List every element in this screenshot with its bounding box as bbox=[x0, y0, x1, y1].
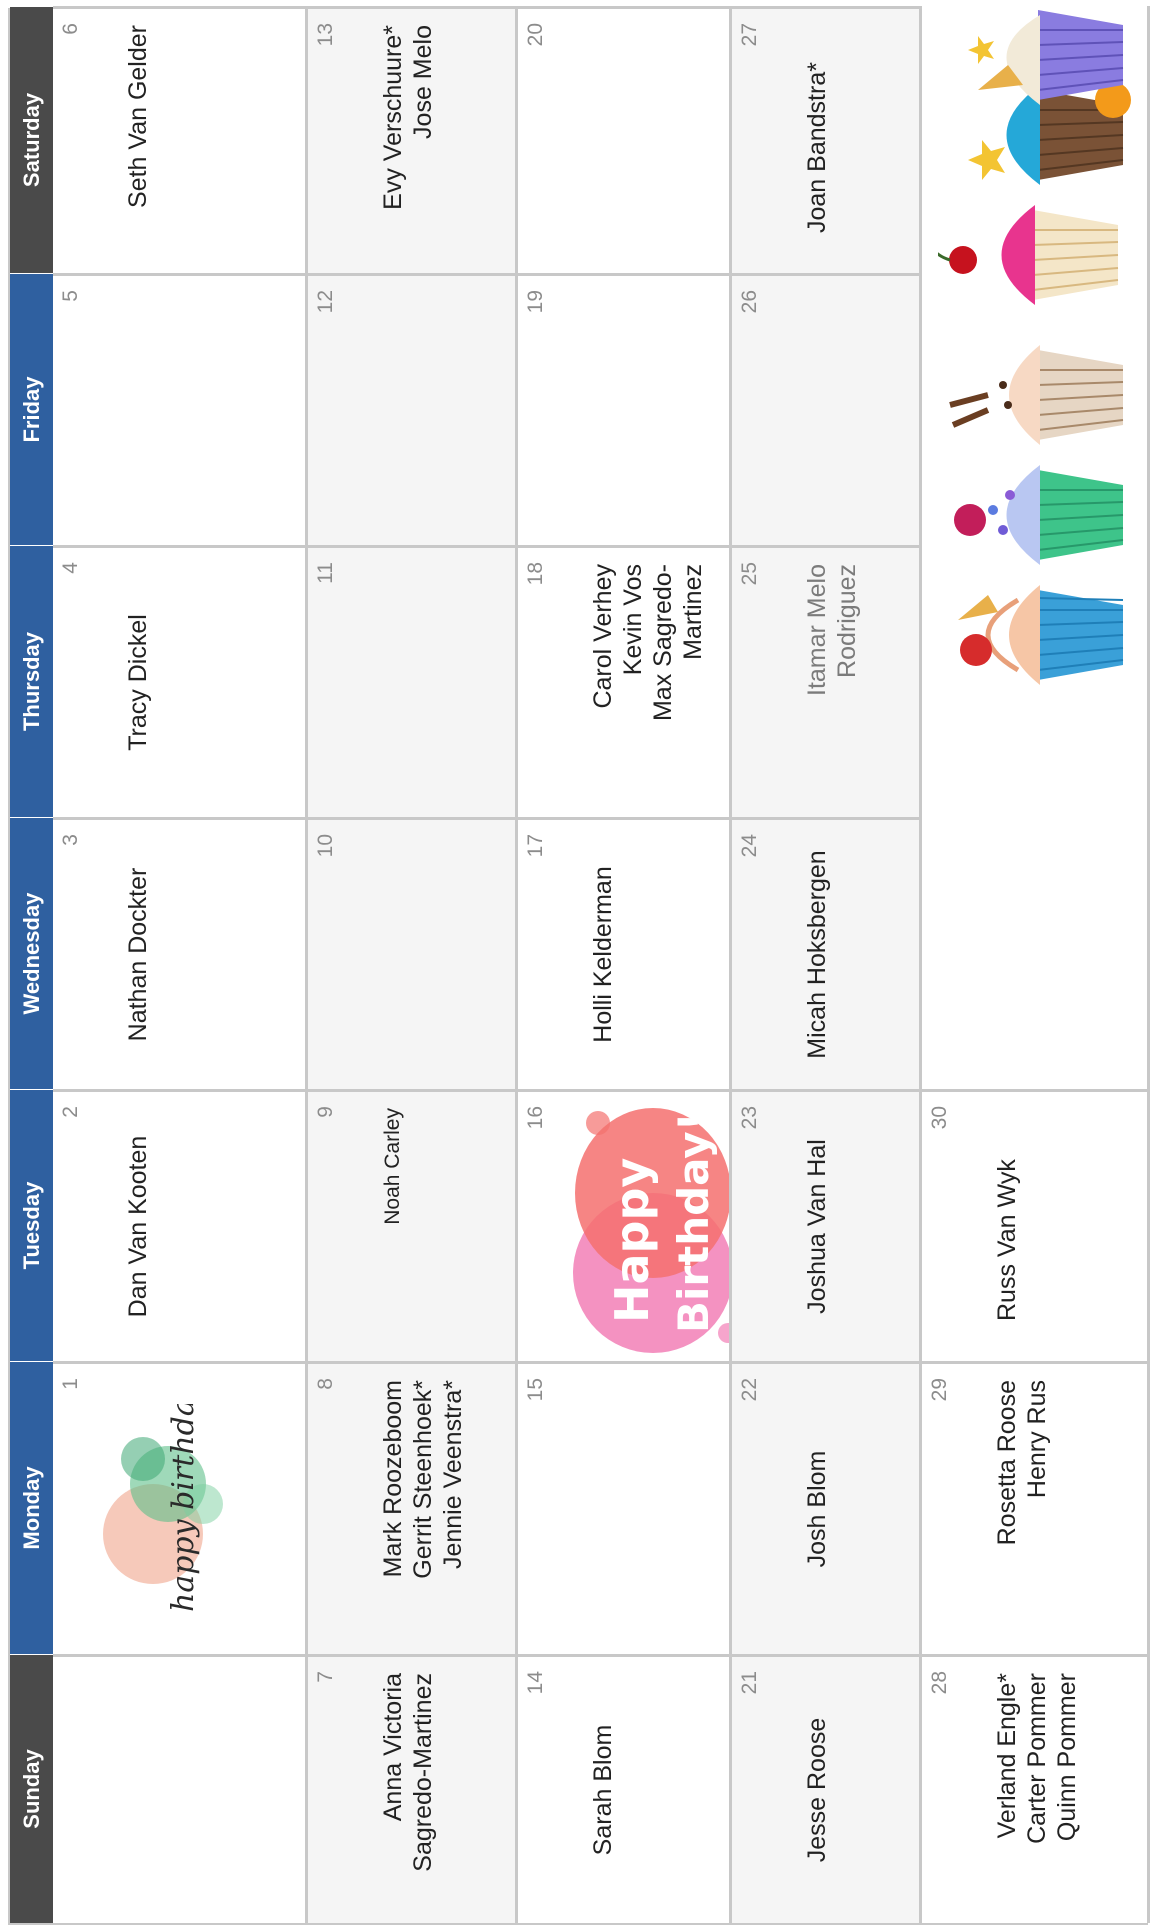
birthday-names bbox=[308, 548, 515, 817]
birthday-name: Verland Engle* bbox=[993, 1673, 1021, 1839]
day-number: 2 bbox=[59, 1106, 82, 1118]
birthday-name: Jennie Veenstra* bbox=[439, 1380, 467, 1570]
birthday-name: Dan Van Kooten bbox=[124, 1135, 152, 1318]
birthday-names bbox=[732, 1092, 919, 1361]
birthday-names bbox=[53, 548, 305, 817]
birthday-name: Anna Victoria bbox=[379, 1673, 407, 1822]
birthday-name: Gerrit Steenhoek* bbox=[409, 1380, 437, 1579]
day-number: 21 bbox=[738, 1671, 761, 1695]
day-number: 1 bbox=[59, 1378, 82, 1390]
day-cell bbox=[518, 1654, 732, 1923]
cupcakes-illustration bbox=[938, 10, 1138, 730]
happy-birthday-block-line-2: Birthday! bbox=[669, 1112, 718, 1333]
birthday-names bbox=[518, 1657, 729, 1923]
birthday-names bbox=[518, 548, 729, 817]
birthday-names bbox=[53, 9, 305, 273]
birthday-names bbox=[922, 1092, 1147, 1361]
day-number: 25 bbox=[738, 562, 761, 586]
birthday-name: Holli Kelderman bbox=[589, 866, 617, 1043]
birthday-name: Carter Pommer bbox=[1023, 1673, 1051, 1844]
birthday-name: Russ Van Wyk bbox=[993, 1159, 1021, 1321]
birthday-names bbox=[922, 1657, 1147, 1923]
day-cell bbox=[732, 817, 922, 1089]
day-number: 22 bbox=[738, 1378, 761, 1402]
day-cell bbox=[732, 545, 922, 817]
day-cell bbox=[308, 817, 518, 1089]
birthday-name: Carol Verhey bbox=[589, 564, 617, 709]
day-cell bbox=[732, 273, 922, 545]
birthday-names bbox=[732, 1364, 919, 1654]
day-number: 16 bbox=[524, 1106, 547, 1130]
cupcake-cherry-icon bbox=[938, 205, 1118, 305]
day-number: 30 bbox=[928, 1106, 951, 1130]
happy-birthday-watercolor-icon bbox=[73, 1404, 263, 1624]
day-cell bbox=[732, 1654, 922, 1923]
day-cell bbox=[518, 1361, 732, 1654]
birthday-names bbox=[53, 1092, 305, 1361]
day-cell bbox=[308, 1361, 518, 1654]
day-number: 9 bbox=[314, 1106, 337, 1118]
day-cell bbox=[53, 1654, 308, 1923]
birthday-names bbox=[308, 820, 515, 1089]
day-cell bbox=[53, 1361, 308, 1654]
day-cell bbox=[308, 6, 518, 273]
day-cell bbox=[53, 817, 308, 1089]
birthday-names bbox=[732, 548, 919, 817]
birthday-names bbox=[518, 1364, 729, 1654]
header-saturday: Saturday bbox=[10, 6, 53, 273]
day-cell bbox=[53, 545, 308, 817]
day-cell bbox=[308, 545, 518, 817]
day-number: 20 bbox=[524, 23, 547, 47]
birthday-names bbox=[308, 276, 515, 545]
birthday-name: Jesse Roose bbox=[803, 1717, 831, 1863]
day-number: 19 bbox=[524, 290, 547, 314]
birthday-name: Martinez bbox=[679, 564, 707, 660]
birthday-name: Sarah Blom bbox=[589, 1724, 617, 1856]
day-number: 4 bbox=[59, 562, 82, 574]
birthday-name: Sagredo-Martinez bbox=[409, 1673, 437, 1872]
day-cell bbox=[308, 1654, 518, 1923]
day-cell bbox=[922, 817, 1150, 1089]
birthday-name: Noah Carley bbox=[381, 1108, 404, 1225]
day-number: 5 bbox=[59, 290, 82, 302]
birthday-name: Joshua Van Hal bbox=[803, 1139, 831, 1314]
cupcake-strawberry-icon bbox=[958, 585, 1123, 685]
day-number: 6 bbox=[59, 23, 82, 35]
birthday-name: Evy Verschuure* bbox=[379, 25, 407, 210]
birthday-name: Josh Blom bbox=[803, 1450, 831, 1568]
cupcake-raspberry-icon bbox=[954, 465, 1123, 565]
birthday-names bbox=[53, 820, 305, 1089]
day-number: 8 bbox=[314, 1378, 337, 1390]
birthday-name: Seth Van Gelder bbox=[124, 25, 152, 208]
day-cell bbox=[53, 6, 308, 273]
birthday-names bbox=[732, 276, 919, 545]
day-number: 3 bbox=[59, 834, 82, 846]
day-cell bbox=[518, 273, 732, 545]
header-friday: Friday bbox=[10, 273, 53, 545]
birthday-names bbox=[732, 9, 919, 273]
day-number: 15 bbox=[524, 1378, 547, 1402]
day-cell bbox=[732, 6, 922, 273]
day-number: 13 bbox=[314, 23, 337, 47]
birthday-name: Henry Rus bbox=[1023, 1380, 1051, 1499]
birthday-name: Rosetta Roose bbox=[993, 1380, 1021, 1546]
header-sunday: Sunday bbox=[10, 1654, 53, 1923]
day-number: 17 bbox=[524, 834, 547, 858]
header-monday: Monday bbox=[10, 1361, 53, 1654]
header-wednesday: Wednesday bbox=[10, 817, 53, 1089]
day-cell bbox=[53, 273, 308, 545]
day-number: 23 bbox=[738, 1106, 761, 1130]
day-number: 28 bbox=[928, 1671, 951, 1695]
day-number: 24 bbox=[738, 834, 761, 858]
day-cell bbox=[922, 1089, 1150, 1361]
birthday-name: Tracy Dickel bbox=[124, 614, 152, 751]
day-number: 26 bbox=[738, 290, 761, 314]
birthday-names bbox=[53, 1657, 305, 1923]
birthday-names bbox=[922, 817, 1147, 1089]
day-cell bbox=[922, 1361, 1150, 1654]
cupcake-chocolate-icon bbox=[950, 345, 1123, 445]
day-number: 7 bbox=[314, 1671, 337, 1683]
birthday-names bbox=[308, 1657, 515, 1923]
day-number: 11 bbox=[314, 562, 337, 584]
birthday-names bbox=[308, 1364, 515, 1654]
birthday-names bbox=[922, 1364, 1147, 1654]
day-number: 18 bbox=[524, 562, 547, 586]
birthday-names bbox=[518, 276, 729, 545]
birthday-name: Jose Melo bbox=[409, 25, 437, 139]
birthday-names bbox=[732, 820, 919, 1089]
day-cell bbox=[518, 1089, 732, 1361]
birthday-name: Itamar Melo bbox=[803, 564, 831, 696]
day-cell bbox=[732, 1361, 922, 1654]
day-cell bbox=[308, 1089, 518, 1361]
day-cell bbox=[518, 817, 732, 1089]
day-number: 14 bbox=[524, 1671, 547, 1695]
day-cell bbox=[518, 6, 732, 273]
day-cell bbox=[53, 1089, 308, 1361]
birthday-name: Max Sagredo- bbox=[649, 564, 677, 722]
birthday-name: Nathan Dockter bbox=[124, 867, 152, 1042]
day-number: 27 bbox=[738, 23, 761, 47]
day-number: 29 bbox=[928, 1378, 951, 1402]
day-cell bbox=[518, 545, 732, 817]
birthday-name: Micah Hoksbergen bbox=[803, 850, 831, 1059]
day-number: 12 bbox=[314, 290, 337, 314]
birthday-names bbox=[53, 276, 305, 545]
birthday-name: Quinn Pommer bbox=[1053, 1673, 1081, 1842]
happy-birthday-splash-icon bbox=[558, 1103, 732, 1353]
birthday-name: Joan Bandstra* bbox=[803, 62, 831, 233]
birthday-name: Kevin Vos bbox=[619, 564, 647, 676]
birthday-names bbox=[518, 820, 729, 1089]
birthday-names bbox=[518, 9, 729, 273]
header-thursday: Thursday bbox=[10, 545, 53, 817]
birthday-name: Rodriguez bbox=[833, 564, 861, 678]
happy-birthday-script: happy birthday bbox=[166, 1404, 201, 1612]
birthday-name: Mark Roozeboom bbox=[379, 1380, 407, 1578]
day-cell bbox=[732, 1089, 922, 1361]
day-cell bbox=[308, 273, 518, 545]
birthday-names bbox=[308, 1092, 515, 1361]
happy-birthday-block-line-1: Happy bbox=[605, 1157, 659, 1323]
birthday-names bbox=[308, 9, 515, 273]
day-cell bbox=[922, 1654, 1150, 1923]
birthday-names bbox=[732, 1657, 919, 1923]
day-number: 10 bbox=[314, 834, 337, 858]
header-tuesday: Tuesday bbox=[10, 1089, 53, 1361]
